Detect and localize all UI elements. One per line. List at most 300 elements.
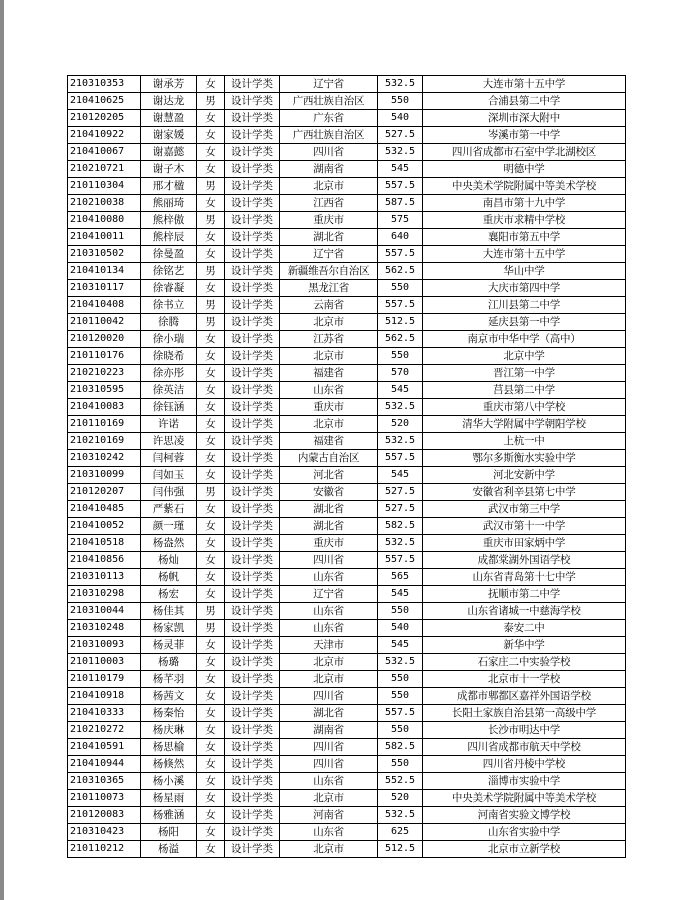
- student-id-cell: 210310117: [68, 280, 141, 297]
- score-cell: 512.5: [378, 314, 423, 331]
- score-cell: 550: [378, 603, 423, 620]
- gender-cell: 女: [197, 688, 225, 705]
- student-id-cell: 210410083: [68, 399, 141, 416]
- table-row: [68, 722, 626, 739]
- school-cell: 四川省成都市航天中学校: [423, 739, 626, 756]
- major-cell: 设计学类: [225, 93, 280, 110]
- student-name-cell: 杨帆: [141, 569, 197, 586]
- gender-cell: 男: [197, 178, 225, 195]
- student-name-cell: 谢承芳: [141, 76, 197, 93]
- student-id-cell: 210410856: [68, 552, 141, 569]
- gender-cell: 女: [197, 569, 225, 586]
- student-name-cell: 熊梓傲: [141, 212, 197, 229]
- table-row: [68, 161, 626, 178]
- major-cell: 设计学类: [225, 144, 280, 161]
- table-row: [68, 93, 626, 110]
- major-cell: 设计学类: [225, 671, 280, 688]
- student-id-cell: 210210223: [68, 365, 141, 382]
- student-name-cell: 杨思榆: [141, 739, 197, 756]
- major-cell: 设计学类: [225, 314, 280, 331]
- gender-cell: 女: [197, 127, 225, 144]
- student-name-cell: 徐钰涵: [141, 399, 197, 416]
- major-cell: 设计学类: [225, 229, 280, 246]
- student-name-cell: 谢慧盈: [141, 110, 197, 127]
- province-cell: 内蒙古自治区: [280, 450, 378, 467]
- student-id-cell: 210310242: [68, 450, 141, 467]
- student-name-cell: 徐曼盈: [141, 246, 197, 263]
- student-name-cell: 谢达龙: [141, 93, 197, 110]
- table-row: [68, 76, 626, 93]
- score-cell: 562.5: [378, 263, 423, 280]
- gender-cell: 男: [197, 484, 225, 501]
- school-cell: 淄博市实验中学: [423, 773, 626, 790]
- table-row: [68, 450, 626, 467]
- school-cell: 重庆市第八中学校: [423, 399, 626, 416]
- major-cell: 设计学类: [225, 756, 280, 773]
- student-name-cell: 徐铭艺: [141, 263, 197, 280]
- student-name-cell: 徐晓希: [141, 348, 197, 365]
- school-cell: 河南省实验文博学校: [423, 807, 626, 824]
- table-row: [68, 569, 626, 586]
- major-cell: 设计学类: [225, 450, 280, 467]
- school-cell: 山东省实验中学: [423, 824, 626, 841]
- province-cell: 山东省: [280, 382, 378, 399]
- table-row: [68, 739, 626, 756]
- student-id-cell: 210120205: [68, 110, 141, 127]
- gender-cell: 女: [197, 654, 225, 671]
- student-id-cell: 210410011: [68, 229, 141, 246]
- school-cell: 长阳土家族自治县第一高级中学: [423, 705, 626, 722]
- table-row: [68, 484, 626, 501]
- major-cell: 设计学类: [225, 535, 280, 552]
- student-id-cell: 210410080: [68, 212, 141, 229]
- province-cell: 重庆市: [280, 535, 378, 552]
- student-name-cell: 杨茜文: [141, 688, 197, 705]
- score-cell: 512.5: [378, 841, 423, 858]
- province-cell: 四川省: [280, 756, 378, 773]
- student-id-cell: 210210272: [68, 722, 141, 739]
- student-name-cell: 杨阳: [141, 824, 197, 841]
- score-cell: 557.5: [378, 178, 423, 195]
- gender-cell: 女: [197, 144, 225, 161]
- score-cell: 557.5: [378, 450, 423, 467]
- major-cell: 设计学类: [225, 297, 280, 314]
- student-name-cell: 杨灿: [141, 552, 197, 569]
- school-cell: 大连市第十五中学: [423, 76, 626, 93]
- score-cell: 545: [378, 161, 423, 178]
- table-row: [68, 552, 626, 569]
- gender-cell: 女: [197, 246, 225, 263]
- major-cell: 设计学类: [225, 790, 280, 807]
- school-cell: 武汉市第三中学: [423, 501, 626, 518]
- major-cell: 设计学类: [225, 518, 280, 535]
- student-name-cell: 邢才楹: [141, 178, 197, 195]
- score-cell: 527.5: [378, 501, 423, 518]
- major-cell: 设计学类: [225, 467, 280, 484]
- province-cell: 山东省: [280, 603, 378, 620]
- score-cell: 570: [378, 365, 423, 382]
- student-name-cell: 杨庆琳: [141, 722, 197, 739]
- table-row: [68, 637, 626, 654]
- province-cell: 新疆维吾尔自治区: [280, 263, 378, 280]
- province-cell: 云南省: [280, 297, 378, 314]
- school-cell: 清华大学附属中学朝阳学校: [423, 416, 626, 433]
- major-cell: 设计学类: [225, 433, 280, 450]
- student-name-cell: 杨雅涵: [141, 807, 197, 824]
- province-cell: 广西壮族自治区: [280, 93, 378, 110]
- student-id-cell: 210410591: [68, 739, 141, 756]
- province-cell: 湖南省: [280, 722, 378, 739]
- table-row: [68, 841, 626, 858]
- major-cell: 设计学类: [225, 484, 280, 501]
- score-cell: 565: [378, 569, 423, 586]
- table-row: [68, 501, 626, 518]
- major-cell: 设计学类: [225, 348, 280, 365]
- student-id-cell: 210110042: [68, 314, 141, 331]
- major-cell: 设计学类: [225, 178, 280, 195]
- gender-cell: 女: [197, 110, 225, 127]
- score-cell: 527.5: [378, 484, 423, 501]
- school-cell: 岑溪市第一中学: [423, 127, 626, 144]
- gender-cell: 女: [197, 807, 225, 824]
- student-id-cell: 210310044: [68, 603, 141, 620]
- document-page: [4, 0, 683, 900]
- score-cell: 557.5: [378, 705, 423, 722]
- table-row: [68, 705, 626, 722]
- gender-cell: 女: [197, 722, 225, 739]
- gender-cell: 女: [197, 671, 225, 688]
- province-cell: 河北省: [280, 467, 378, 484]
- province-cell: 黑龙江省: [280, 280, 378, 297]
- province-cell: 河南省: [280, 807, 378, 824]
- school-cell: 明德中学: [423, 161, 626, 178]
- score-cell: 532.5: [378, 807, 423, 824]
- score-cell: 540: [378, 110, 423, 127]
- student-id-cell: 210110304: [68, 178, 141, 195]
- province-cell: 北京市: [280, 654, 378, 671]
- student-name-cell: 熊丽琦: [141, 195, 197, 212]
- major-cell: 设计学类: [225, 722, 280, 739]
- province-cell: 北京市: [280, 178, 378, 195]
- major-cell: 设计学类: [225, 110, 280, 127]
- score-cell: 532.5: [378, 144, 423, 161]
- school-cell: 襄阳市第五中学: [423, 229, 626, 246]
- gender-cell: 男: [197, 620, 225, 637]
- province-cell: 北京市: [280, 790, 378, 807]
- school-cell: 泰安二中: [423, 620, 626, 637]
- student-id-cell: 210410408: [68, 297, 141, 314]
- gender-cell: 女: [197, 773, 225, 790]
- school-cell: 深圳市深大附中: [423, 110, 626, 127]
- gender-cell: 女: [197, 348, 225, 365]
- gender-cell: 女: [197, 450, 225, 467]
- table-row: [68, 246, 626, 263]
- student-id-cell: 210310093: [68, 637, 141, 654]
- major-cell: 设计学类: [225, 705, 280, 722]
- student-id-cell: 210410067: [68, 144, 141, 161]
- gender-cell: 女: [197, 467, 225, 484]
- student-id-cell: 210410625: [68, 93, 141, 110]
- province-cell: 北京市: [280, 671, 378, 688]
- school-cell: 四川省成都市石室中学北湖校区: [423, 144, 626, 161]
- school-cell: 中央美术学院附属中等美术学校: [423, 790, 626, 807]
- table-row: [68, 399, 626, 416]
- gender-cell: 女: [197, 705, 225, 722]
- school-cell: 四川省丹棱中学校: [423, 756, 626, 773]
- gender-cell: 女: [197, 229, 225, 246]
- gender-cell: 女: [197, 382, 225, 399]
- table-row: [68, 348, 626, 365]
- student-id-cell: 210210721: [68, 161, 141, 178]
- major-cell: 设计学类: [225, 365, 280, 382]
- admission-list-table: [67, 75, 626, 858]
- student-id-cell: 210310353: [68, 76, 141, 93]
- school-cell: 南京市中华中学（高中）: [423, 331, 626, 348]
- school-cell: 北京市十一学校: [423, 671, 626, 688]
- score-cell: 557.5: [378, 552, 423, 569]
- school-cell: 鄂尔多斯衡水实验中学: [423, 450, 626, 467]
- major-cell: 设计学类: [225, 773, 280, 790]
- score-cell: 550: [378, 722, 423, 739]
- student-name-cell: 熊梓辰: [141, 229, 197, 246]
- school-cell: 莒县第二中学: [423, 382, 626, 399]
- province-cell: 福建省: [280, 365, 378, 382]
- province-cell: 北京市: [280, 314, 378, 331]
- major-cell: 设计学类: [225, 382, 280, 399]
- student-id-cell: 210310113: [68, 569, 141, 586]
- school-cell: 抚顺市第二中学: [423, 586, 626, 603]
- major-cell: 设计学类: [225, 212, 280, 229]
- score-cell: 545: [378, 467, 423, 484]
- student-name-cell: 颜一瑾: [141, 518, 197, 535]
- student-id-cell: 210410485: [68, 501, 141, 518]
- student-id-cell: 210310502: [68, 246, 141, 263]
- score-cell: 550: [378, 688, 423, 705]
- major-cell: 设计学类: [225, 501, 280, 518]
- table-row: [68, 178, 626, 195]
- gender-cell: 女: [197, 824, 225, 841]
- province-cell: 湖北省: [280, 501, 378, 518]
- student-name-cell: 杨宏: [141, 586, 197, 603]
- score-cell: 575: [378, 212, 423, 229]
- student-id-cell: 210410052: [68, 518, 141, 535]
- school-cell: 合浦县第二中学: [423, 93, 626, 110]
- gender-cell: 男: [197, 603, 225, 620]
- gender-cell: 女: [197, 280, 225, 297]
- table-row: [68, 467, 626, 484]
- major-cell: 设计学类: [225, 841, 280, 858]
- student-name-cell: 徐书立: [141, 297, 197, 314]
- school-cell: 武汉市第十一中学: [423, 518, 626, 535]
- student-name-cell: 徐英洁: [141, 382, 197, 399]
- score-cell: 550: [378, 671, 423, 688]
- province-cell: 安徽省: [280, 484, 378, 501]
- score-cell: 550: [378, 280, 423, 297]
- school-cell: 河北安新中学: [423, 467, 626, 484]
- gender-cell: 男: [197, 93, 225, 110]
- major-cell: 设计学类: [225, 620, 280, 637]
- province-cell: 重庆市: [280, 212, 378, 229]
- student-id-cell: 210410333: [68, 705, 141, 722]
- score-cell: 550: [378, 756, 423, 773]
- table-row: [68, 586, 626, 603]
- score-cell: 520: [378, 416, 423, 433]
- province-cell: 辽宁省: [280, 586, 378, 603]
- major-cell: 设计学类: [225, 195, 280, 212]
- table-row: [68, 297, 626, 314]
- student-id-cell: 210310423: [68, 824, 141, 841]
- score-cell: 625: [378, 824, 423, 841]
- gender-cell: 女: [197, 76, 225, 93]
- gender-cell: 女: [197, 195, 225, 212]
- score-cell: 527.5: [378, 127, 423, 144]
- gender-cell: 男: [197, 297, 225, 314]
- province-cell: 江西省: [280, 195, 378, 212]
- table-row: [68, 314, 626, 331]
- school-cell: 晋江第一中学: [423, 365, 626, 382]
- score-cell: 557.5: [378, 246, 423, 263]
- school-cell: 延庆县第一中学: [423, 314, 626, 331]
- table-row: [68, 331, 626, 348]
- student-id-cell: 210410944: [68, 756, 141, 773]
- school-cell: 新华中学: [423, 637, 626, 654]
- school-cell: 大连市第十五中学: [423, 246, 626, 263]
- school-cell: 中央美术学院附属中等美术学校: [423, 178, 626, 195]
- score-cell: 562.5: [378, 331, 423, 348]
- score-cell: 520: [378, 790, 423, 807]
- student-id-cell: 210310298: [68, 586, 141, 603]
- major-cell: 设计学类: [225, 76, 280, 93]
- province-cell: 山东省: [280, 620, 378, 637]
- student-id-cell: 210310248: [68, 620, 141, 637]
- student-name-cell: 谢子木: [141, 161, 197, 178]
- table-row: [68, 110, 626, 127]
- student-id-cell: 210110179: [68, 671, 141, 688]
- student-name-cell: 闫如玉: [141, 467, 197, 484]
- school-cell: 北京中学: [423, 348, 626, 365]
- province-cell: 天津市: [280, 637, 378, 654]
- major-cell: 设计学类: [225, 161, 280, 178]
- student-name-cell: 杨家凯: [141, 620, 197, 637]
- province-cell: 湖北省: [280, 518, 378, 535]
- score-cell: 550: [378, 93, 423, 110]
- school-cell: 长沙市明达中学: [423, 722, 626, 739]
- major-cell: 设计学类: [225, 654, 280, 671]
- major-cell: 设计学类: [225, 688, 280, 705]
- student-name-cell: 闫柯蓉: [141, 450, 197, 467]
- student-name-cell: 杨秦怡: [141, 705, 197, 722]
- province-cell: 江苏省: [280, 331, 378, 348]
- student-name-cell: 谢家媛: [141, 127, 197, 144]
- major-cell: 设计学类: [225, 416, 280, 433]
- province-cell: 湖南省: [280, 161, 378, 178]
- student-id-cell: 210310099: [68, 467, 141, 484]
- school-cell: 成都棠湖外国语学校: [423, 552, 626, 569]
- major-cell: 设计学类: [225, 263, 280, 280]
- score-cell: 532.5: [378, 535, 423, 552]
- score-cell: 545: [378, 637, 423, 654]
- province-cell: 重庆市: [280, 399, 378, 416]
- student-name-cell: 严紫石: [141, 501, 197, 518]
- province-cell: 北京市: [280, 348, 378, 365]
- student-id-cell: 210410922: [68, 127, 141, 144]
- gender-cell: 女: [197, 552, 225, 569]
- student-id-cell: 210410518: [68, 535, 141, 552]
- school-cell: 安徽省利辛县第七中学: [423, 484, 626, 501]
- student-name-cell: 杨倏然: [141, 756, 197, 773]
- table-row: [68, 144, 626, 161]
- student-name-cell: 许思凌: [141, 433, 197, 450]
- score-cell: 582.5: [378, 739, 423, 756]
- score-cell: 640: [378, 229, 423, 246]
- gender-cell: 女: [197, 161, 225, 178]
- gender-cell: 女: [197, 756, 225, 773]
- school-cell: 石家庄二中实验学校: [423, 654, 626, 671]
- province-cell: 四川省: [280, 552, 378, 569]
- major-cell: 设计学类: [225, 246, 280, 263]
- student-name-cell: 杨小溪: [141, 773, 197, 790]
- school-cell: 南昌市第十九中学: [423, 195, 626, 212]
- table-row: [68, 263, 626, 280]
- student-name-cell: 杨璐: [141, 654, 197, 671]
- score-cell: 552.5: [378, 773, 423, 790]
- gender-cell: 女: [197, 433, 225, 450]
- province-cell: 湖北省: [280, 229, 378, 246]
- province-cell: 辽宁省: [280, 76, 378, 93]
- province-cell: 北京市: [280, 841, 378, 858]
- gender-cell: 女: [197, 586, 225, 603]
- student-id-cell: 210120083: [68, 807, 141, 824]
- table-row: [68, 518, 626, 535]
- major-cell: 设计学类: [225, 603, 280, 620]
- table-row: [68, 790, 626, 807]
- student-name-cell: 杨盎然: [141, 535, 197, 552]
- school-cell: 大庆市第四中学: [423, 280, 626, 297]
- student-name-cell: 徐腾: [141, 314, 197, 331]
- gender-cell: 女: [197, 501, 225, 518]
- student-id-cell: 210410918: [68, 688, 141, 705]
- table-row: [68, 773, 626, 790]
- major-cell: 设计学类: [225, 807, 280, 824]
- student-name-cell: 谢嘉懿: [141, 144, 197, 161]
- student-id-cell: 210110212: [68, 841, 141, 858]
- province-cell: 四川省: [280, 144, 378, 161]
- table-row: [68, 433, 626, 450]
- school-cell: 华山中学: [423, 263, 626, 280]
- province-cell: 广东省: [280, 110, 378, 127]
- student-name-cell: 杨灵菲: [141, 637, 197, 654]
- gender-cell: 女: [197, 535, 225, 552]
- score-cell: 557.5: [378, 297, 423, 314]
- score-cell: 532.5: [378, 433, 423, 450]
- student-id-cell: 210210038: [68, 195, 141, 212]
- province-cell: 四川省: [280, 688, 378, 705]
- major-cell: 设计学类: [225, 280, 280, 297]
- gender-cell: 女: [197, 518, 225, 535]
- gender-cell: 女: [197, 790, 225, 807]
- student-id-cell: 210410134: [68, 263, 141, 280]
- table-row: [68, 212, 626, 229]
- student-name-cell: 闫伟强: [141, 484, 197, 501]
- student-name-cell: 许诺: [141, 416, 197, 433]
- major-cell: 设计学类: [225, 331, 280, 348]
- major-cell: 设计学类: [225, 824, 280, 841]
- table-row: [68, 824, 626, 841]
- table-row: [68, 416, 626, 433]
- province-cell: 福建省: [280, 433, 378, 450]
- gender-cell: 女: [197, 399, 225, 416]
- province-cell: 辽宁省: [280, 246, 378, 263]
